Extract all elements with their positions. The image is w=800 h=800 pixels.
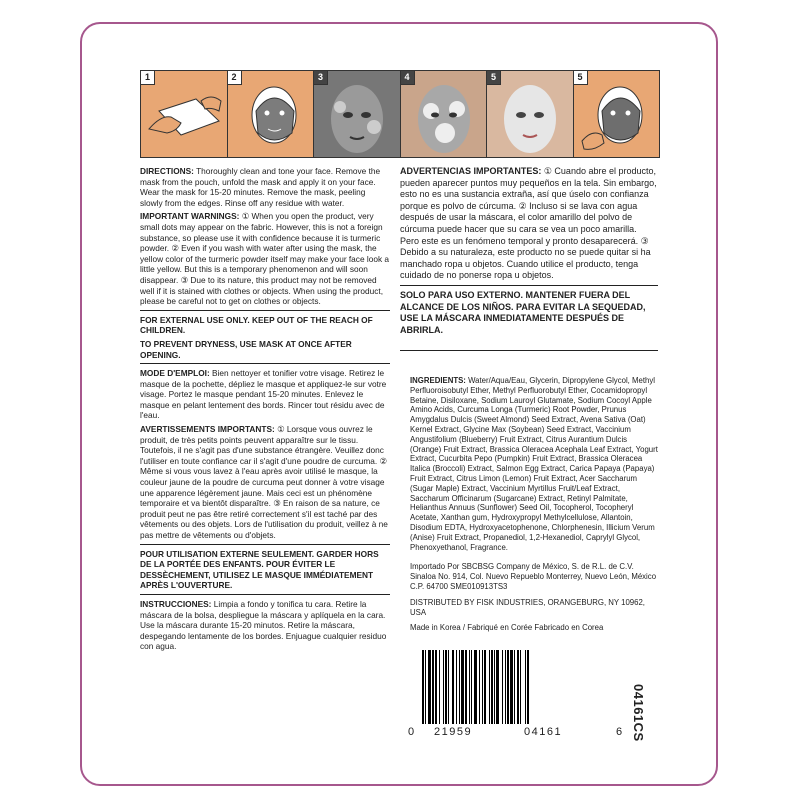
step-2-panel xyxy=(228,71,315,157)
left-text-column xyxy=(140,166,390,655)
warnings-fr-title: AVERTISSEMENTS IMPORTANTS: xyxy=(140,424,275,435)
divider xyxy=(140,594,390,595)
ingredients-block xyxy=(410,376,658,636)
directions-text: Thoroughly clean and tone your face. Remove the mask from the pouch, unfold the mask and apply it on your face. Wear the mask for 15-20 minutes. Remove the mask, peeling slowly from the edges. Rinse off any residue with water. xyxy=(140,166,381,208)
warnings-fr-text: ① Lorsque vous ouvrez le produit, de très petits points peuvent apparaître sur le tissu. Toutefois, il ne s'agit pas d'une substance étrangère. Veuillez donc l'utiliser en toute confiance car il s'agit d'une poudre de curcuma. ② Même si vous vous lavez à l'eau après avoir utilisé le masque, la couleur jaune de la poudre de curcuma peut donner à votre visage une apparence légèrement jaune. Mais ceci est un phénomène temporaire et va bientôt disparaître. ③ En raison de sa nature, ce produit peut ne pas être retiré correctement s'il est taché par des vêtements ou des objets. Lors de l'utilisation du produit, veillez à ne pas mettre de vêtements ou d'objets. xyxy=(140,424,388,540)
barcode-bar xyxy=(529,650,530,724)
mode-emploi-paragraph xyxy=(140,368,390,421)
step-number: 4 xyxy=(401,71,415,85)
warnings-text: ① When you open the product, very small dots may appear on the fabric. However, this is not a foreign substance, so please use it with confidence because it is turmeric powder. ② Even if you wash with water after using the mask, the yellow color of the turmeric powder itself may make your face look a little yellow. But this is a temporary phenomenon and will soon disappear. ③ Due to its nature, this product may not be removed well if it is stained with clothes or objects. When using the product, please be careful not to get on clothes or objects. xyxy=(140,211,390,307)
instrucciones-title: INSTRUCCIONES: xyxy=(140,598,212,609)
divider xyxy=(140,544,390,545)
ingredients-paragraph xyxy=(410,376,658,552)
ingredients-title: INGREDIENTS: xyxy=(410,376,466,385)
instrucciones-text: Limpia a fondo y tonifica tu cara. Retire la máscara de la bolsa, despliegue la máscara y aplíquela en la cara. Use la máscara durante 15-20 minutos. Retire la máscara, despegando lentamente de los bordes. Enjuague cualquier residuo con agua. xyxy=(140,598,387,652)
warnings-title: IMPORTANT WARNINGS: xyxy=(140,211,240,222)
divider xyxy=(400,285,658,286)
barcode-digit-left: 0 xyxy=(408,726,415,738)
barcode-digits-group-1: 21959 xyxy=(434,726,473,738)
divider xyxy=(140,363,390,364)
directions-title: DIRECTIONS: xyxy=(140,166,194,176)
divider xyxy=(140,310,390,311)
step-number: 5 xyxy=(574,71,588,85)
step-4-panel xyxy=(401,71,488,157)
instrucciones-paragraph xyxy=(140,599,390,652)
instruction-steps-strip xyxy=(140,70,660,158)
upc-barcode xyxy=(422,650,608,724)
divider xyxy=(400,350,658,351)
step-number: 5 xyxy=(487,71,501,85)
mode-emploi-title: MODE D'EMPLOI: xyxy=(140,368,210,379)
external-use-es: SOLO PARA USO EXTERNO. MANTENER FUERA DEL ALCANCE DE LOS NIÑOS. PARA EVITAR LA SEQUEDAD, USE LA MÁSCARA INMEDIATAMENTE DESPUÉS DE ABRIRLA. xyxy=(400,289,646,335)
step-5-panel xyxy=(487,71,574,157)
warnings-es-text: ① Cuando abre el producto, pueden aparecer puntos muy pequeños en la tela. Sin embargo, esto no es una sustancia extraña, así que úselo con confianza porque es polvo de cúrcuma. ② Incluso si se lava con agua después de usar la máscara, el color amarillo del polvo de cúrcuma puede hacer que su cara se vea un poco amarilla. Pero este es un fenómeno temporal y pronto desaparecerá. ③ Debido a su naturaleza, este producto no se puede quitar si ha manchado ropa u objetos. Cuando utilice el producto, tenga cuidado de no ponerse ropa u objetos. xyxy=(400,166,657,281)
barcode-digit-right: 6 xyxy=(616,726,623,738)
warnings-fr-paragraph xyxy=(140,424,390,541)
dryness-warning-en: TO PREVENT DRYNESS, USE MASK AT ONCE AFTER OPENING. xyxy=(140,338,352,360)
step-number: 2 xyxy=(228,71,242,85)
step-number: 3 xyxy=(314,71,328,85)
warnings-es-title: ADVERTENCIAS IMPORTANTES: xyxy=(400,166,542,176)
mode-emploi-text: Bien nettoyer et tonifier votre visage. Retirez le masque de la pochette, dépliez le masque et appliquez-le sur votre visage. Portez le masque pendant 15-20 minutes. Enlevez le masque en pelant lentement des bords. Rincer tout résidu avec de l'eau. xyxy=(140,368,387,421)
warnings-es-paragraph xyxy=(400,166,658,282)
external-use-en: FOR EXTERNAL USE ONLY. KEEP OUT OF THE REACH OF CHILDREN. xyxy=(140,314,373,336)
step-3-panel xyxy=(314,71,401,157)
step-6-panel xyxy=(574,71,660,157)
product-code: 04161CS xyxy=(631,684,646,742)
ingredients-text: Water/Aqua/Eau, Glycerin, Dipropylene Glycol, Methyl Perfluoroisobutyl Ether, Methyl Perfluorobutyl Ether, Cocamidopropyl Betaine, Disiloxane, Sodium Lauroyl Glutamate, Sodium Cocoyl Apple Amino Acids, Curcuma Longa (Turmeric) Root Powder, Prunus Amygdalus Dulcis (Sweet Almond) Seed Extract, Avena Sativa (Oat) Kernel Extract, Glycine Max (Soybean) Seed Extract, Vaccinium Angustifolium (Blueberry) Fruit Extract, Citrus Aurantium Dulcis (Orange) Fruit Extract, Brassica Oleracea Acephala Leaf Extract, Yogurt Extract, Cucurbita Pepo (Pumpkin) Fruit Extract, Brassica Oleracea Italica (Broccoli) Extract, Salmon Egg Extract, Carica Papaya (Papaya) Fruit Extract, Citrus Limon (Lemon) Fruit Extract, Acer Saccharum (Sugar Maple) Extract, Vaccinium Myrtillus Fruit/Leaf Extract, Saccharum Officinarum (Sugarcane) Extract, Retinyl Palmitate, Helianthus Annuus (Sunflower) Seed Oil, Tocopherol, Tocopheryl Acetate, Xanthan gum, Hydroxypropyl Methylcellulose, Allantoin, Disodium EDTA, Hydroxyacetophenone, Chlorphenesin, Illicium Verum (Anise) Fruit Extract, Propanediol, 1,2-Hexanediol, Caprylyl Glycol, Phenoxyethanol, Fragrance. xyxy=(410,376,658,552)
right-text-column xyxy=(400,166,658,355)
step-1-panel xyxy=(141,71,228,157)
directions-paragraph xyxy=(140,166,390,208)
made-in-info: Made in Korea / Fabriqué en Corée Fabricado en Corea xyxy=(410,623,604,633)
step-number: 1 xyxy=(141,71,155,85)
distributor-info: DISTRIBUTED BY FISK INDUSTRIES, ORANGEBURG, NY 10962, USA xyxy=(410,597,645,617)
external-use-fr: POUR UTILISATION EXTERNE SEULEMENT. GARDER HORS DE LA PORTÉE DES ENFANTS. POUR ÉVITER LE DESSÈCHEMENT, UTILISEZ LE MASQUE IMMÉDIATEMENT APRÈS L'OUVERTURE. xyxy=(140,548,379,591)
barcode-digits-group-2: 04161 xyxy=(524,726,563,738)
warnings-paragraph xyxy=(140,211,390,306)
importer-info: Importado Por SBCBSG Company de México, S. de R.L. de C.V. Sinaloa No. 914, Col. Nuevo Repueblo Monterrey, Nuevo León, México C.P. 64700 SME010913TS3 xyxy=(410,562,657,591)
